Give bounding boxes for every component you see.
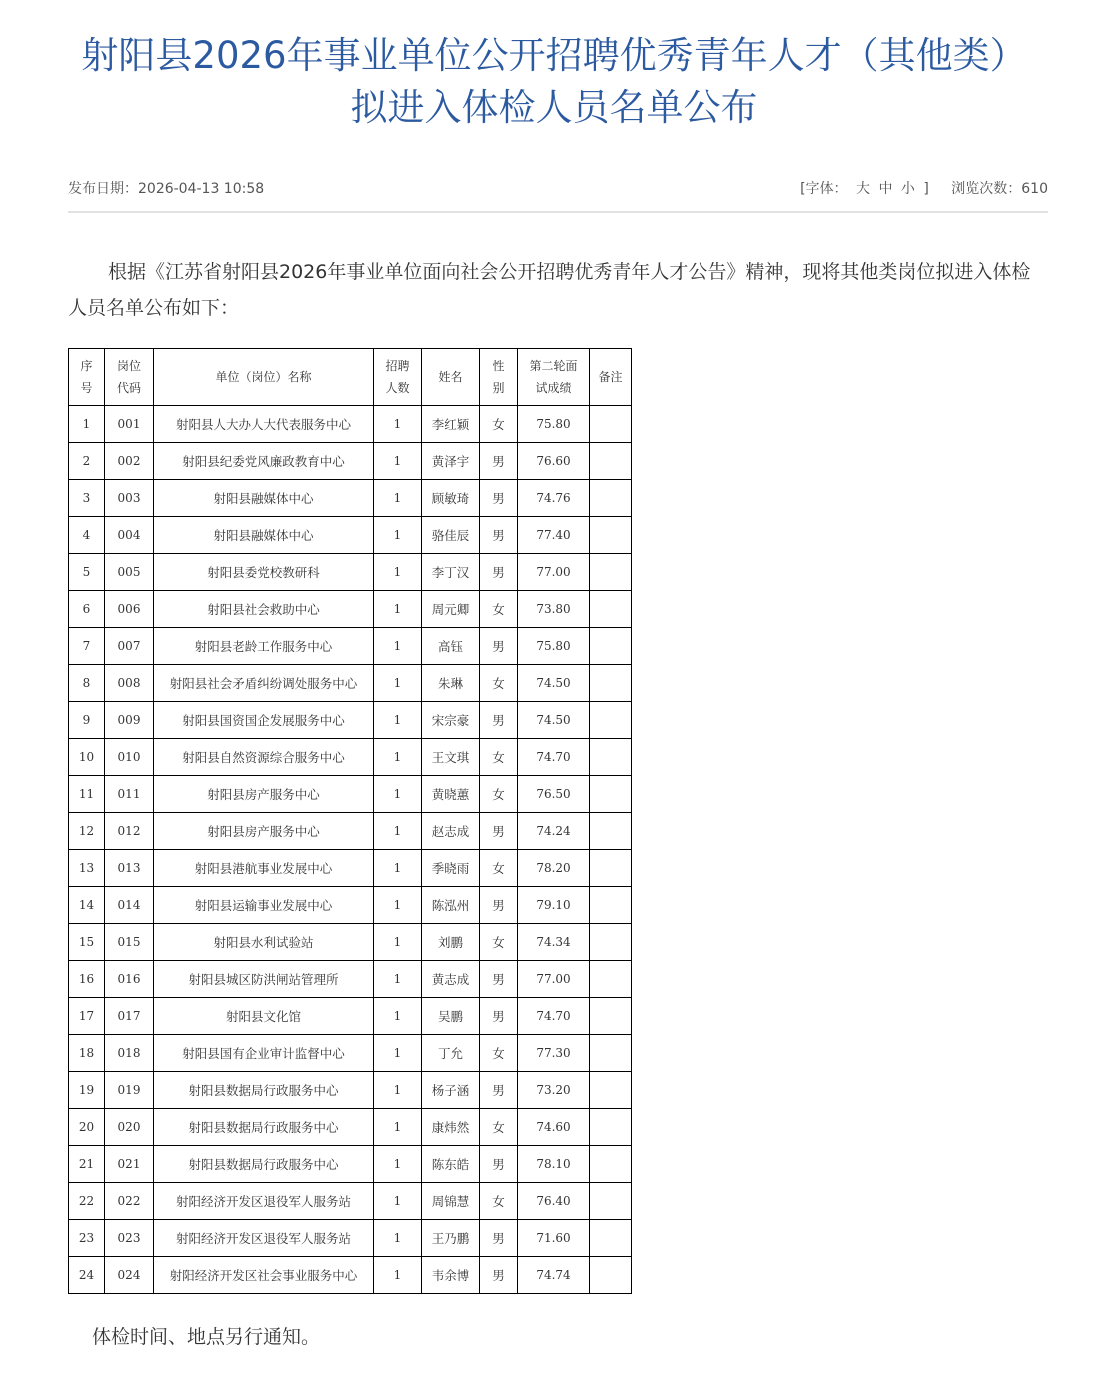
cell-note xyxy=(590,887,632,924)
cell-unit: 射阳县融媒体中心 xyxy=(154,517,374,554)
cell-unit: 射阳县国资国企发展服务中心 xyxy=(154,702,374,739)
cell-gender: 女 xyxy=(480,776,518,813)
header-score: 第二轮面 试成绩 xyxy=(518,349,590,406)
cell-gender: 男 xyxy=(480,887,518,924)
cell-count: 1 xyxy=(374,517,422,554)
cell-note xyxy=(590,1109,632,1146)
cell-seq: 9 xyxy=(69,702,105,739)
cell-code: 012 xyxy=(105,813,154,850)
cell-seq: 8 xyxy=(69,665,105,702)
table-body xyxy=(69,406,632,1294)
cell-name: 周元卿 xyxy=(422,591,480,628)
cell-name: 骆佳辰 xyxy=(422,517,480,554)
cell-unit: 射阳县房产服务中心 xyxy=(154,776,374,813)
cell-gender: 男 xyxy=(480,628,518,665)
cell-name: 黄晓蕙 xyxy=(422,776,480,813)
cell-unit: 射阳县文化馆 xyxy=(154,998,374,1035)
cell-name: 陈泓州 xyxy=(422,887,480,924)
cell-score: 78.20 xyxy=(518,850,590,887)
cell-unit: 射阳县数据局行政服务中心 xyxy=(154,1109,374,1146)
cell-code: 006 xyxy=(105,591,154,628)
cell-seq: 2 xyxy=(69,443,105,480)
cell-note xyxy=(590,406,632,443)
cell-seq: 20 xyxy=(69,1109,105,1146)
cell-code: 002 xyxy=(105,443,154,480)
cell-count: 1 xyxy=(374,628,422,665)
cell-note xyxy=(590,961,632,998)
cell-name: 赵志成 xyxy=(422,813,480,850)
cell-note xyxy=(590,665,632,702)
table-row xyxy=(69,480,632,517)
cell-note xyxy=(590,776,632,813)
cell-count: 1 xyxy=(374,665,422,702)
cell-seq: 19 xyxy=(69,1072,105,1109)
font-size-large-button[interactable]: 大 xyxy=(855,181,870,197)
cell-code: 010 xyxy=(105,739,154,776)
cell-note xyxy=(590,480,632,517)
views-count: 610 xyxy=(1021,181,1048,197)
cell-name: 李丁汉 xyxy=(422,554,480,591)
cell-seq: 5 xyxy=(69,554,105,591)
cell-seq: 3 xyxy=(69,480,105,517)
table-row xyxy=(69,1035,632,1072)
table-row xyxy=(69,443,632,480)
cell-code: 020 xyxy=(105,1109,154,1146)
font-size-medium-button[interactable]: 中 xyxy=(878,181,893,197)
cell-note xyxy=(590,1146,632,1183)
header-gender: 性 别 xyxy=(480,349,518,406)
header-note: 备注 xyxy=(590,349,632,406)
cell-count: 1 xyxy=(374,1183,422,1220)
cell-seq: 13 xyxy=(69,850,105,887)
cell-name: 朱琳 xyxy=(422,665,480,702)
cell-gender: 女 xyxy=(480,739,518,776)
cell-gender: 女 xyxy=(480,406,518,443)
cell-name: 刘鹏 xyxy=(422,924,480,961)
cell-score: 71.60 xyxy=(518,1220,590,1257)
cell-score: 78.10 xyxy=(518,1146,590,1183)
cell-seq: 21 xyxy=(69,1146,105,1183)
cell-note xyxy=(590,924,632,961)
cell-name: 王乃鹏 xyxy=(422,1220,480,1257)
cell-gender: 女 xyxy=(480,665,518,702)
font-size-switcher xyxy=(798,181,935,197)
table-row xyxy=(69,406,632,443)
cell-name: 黄志成 xyxy=(422,961,480,998)
cell-score: 77.40 xyxy=(518,517,590,554)
cell-unit: 射阳县融媒体中心 xyxy=(154,480,374,517)
cell-note xyxy=(590,1072,632,1109)
cell-count: 1 xyxy=(374,1072,422,1109)
cell-seq: 15 xyxy=(69,924,105,961)
table-row xyxy=(69,961,632,998)
header-name: 姓名 xyxy=(422,349,480,406)
cell-code: 013 xyxy=(105,850,154,887)
cell-unit: 射阳经济开发区退役军人服务站 xyxy=(154,1183,374,1220)
cell-seq: 6 xyxy=(69,591,105,628)
cell-code: 018 xyxy=(105,1035,154,1072)
cell-score: 77.00 xyxy=(518,961,590,998)
cell-unit: 射阳县房产服务中心 xyxy=(154,813,374,850)
intro-paragraph: 根据《江苏省射阳县2026年事业单位面向社会公开招聘优秀青年人才公告》精神，现将其他类岗位拟进入体检人员名单公布如下： xyxy=(68,261,1031,319)
article-meta xyxy=(68,178,1048,202)
cell-score: 74.24 xyxy=(518,813,590,850)
table-row xyxy=(69,1183,632,1220)
cell-unit: 射阳县老龄工作服务中心 xyxy=(154,628,374,665)
cell-gender: 男 xyxy=(480,443,518,480)
footer-note: 体检时间、地点另行通知。 xyxy=(92,1326,321,1348)
cell-count: 1 xyxy=(374,887,422,924)
cell-score: 74.50 xyxy=(518,665,590,702)
cell-seq: 18 xyxy=(69,1035,105,1072)
cell-seq: 12 xyxy=(69,813,105,850)
cell-gender: 女 xyxy=(480,591,518,628)
cell-count: 1 xyxy=(374,591,422,628)
cell-name: 韦余博 xyxy=(422,1257,480,1294)
header-unit: 单位（岗位）名称 xyxy=(154,349,374,406)
cell-unit: 射阳县运输事业发展中心 xyxy=(154,887,374,924)
cell-count: 1 xyxy=(374,850,422,887)
cell-score: 73.80 xyxy=(518,591,590,628)
cell-count: 1 xyxy=(374,1257,422,1294)
cell-code: 024 xyxy=(105,1257,154,1294)
font-size-close: ] xyxy=(923,181,929,197)
cell-name: 王文琪 xyxy=(422,739,480,776)
cell-score: 76.60 xyxy=(518,443,590,480)
cell-gender: 女 xyxy=(480,1183,518,1220)
publish-label: 发布日期： xyxy=(68,181,138,197)
cell-code: 001 xyxy=(105,406,154,443)
cell-score: 76.50 xyxy=(518,776,590,813)
cell-name: 季晓雨 xyxy=(422,850,480,887)
cell-gender: 男 xyxy=(480,1072,518,1109)
cell-name: 宋宗豪 xyxy=(422,702,480,739)
cell-code: 017 xyxy=(105,998,154,1035)
publish-info xyxy=(68,178,264,198)
cell-score: 79.10 xyxy=(518,887,590,924)
cell-score: 73.20 xyxy=(518,1072,590,1109)
cell-score: 74.70 xyxy=(518,739,590,776)
cell-count: 1 xyxy=(374,480,422,517)
cell-name: 康炜然 xyxy=(422,1109,480,1146)
table-row xyxy=(69,776,632,813)
cell-code: 015 xyxy=(105,924,154,961)
cell-unit: 射阳县水利试验站 xyxy=(154,924,374,961)
cell-unit: 射阳县委党校教研科 xyxy=(154,554,374,591)
cell-unit: 射阳县社会救助中心 xyxy=(154,591,374,628)
cell-seq: 22 xyxy=(69,1183,105,1220)
cell-code: 008 xyxy=(105,665,154,702)
cell-note xyxy=(590,517,632,554)
table-row xyxy=(69,702,632,739)
cell-score: 75.80 xyxy=(518,628,590,665)
table-row xyxy=(69,1109,632,1146)
cell-count: 1 xyxy=(374,739,422,776)
cell-note xyxy=(590,1257,632,1294)
cell-score: 74.34 xyxy=(518,924,590,961)
candidate-table xyxy=(68,348,632,1294)
cell-count: 1 xyxy=(374,1146,422,1183)
cell-unit: 射阳县自然资源综合服务中心 xyxy=(154,739,374,776)
cell-name: 吴鹏 xyxy=(422,998,480,1035)
cell-seq: 16 xyxy=(69,961,105,998)
cell-gender: 男 xyxy=(480,554,518,591)
cell-code: 016 xyxy=(105,961,154,998)
cell-gender: 男 xyxy=(480,1257,518,1294)
cell-note xyxy=(590,850,632,887)
table-row xyxy=(69,1257,632,1294)
cell-note xyxy=(590,591,632,628)
page-title-line-2: 拟进入体检人员名单公布 xyxy=(350,86,758,129)
cell-seq: 4 xyxy=(69,517,105,554)
cell-name: 陈东皓 xyxy=(422,1146,480,1183)
cell-gender: 女 xyxy=(480,1035,518,1072)
cell-code: 014 xyxy=(105,887,154,924)
cell-score: 75.80 xyxy=(518,406,590,443)
cell-note xyxy=(590,1220,632,1257)
table-row xyxy=(69,1220,632,1257)
cell-seq: 24 xyxy=(69,1257,105,1294)
cell-code: 022 xyxy=(105,1183,154,1220)
cell-seq: 7 xyxy=(69,628,105,665)
font-size-open: [字体： xyxy=(800,181,848,197)
table-row xyxy=(69,739,632,776)
cell-unit: 射阳县数据局行政服务中心 xyxy=(154,1072,374,1109)
table-row xyxy=(69,628,632,665)
cell-note xyxy=(590,1183,632,1220)
cell-gender: 男 xyxy=(480,813,518,850)
font-size-small-button[interactable]: 小 xyxy=(900,181,915,197)
header-code: 岗位 代码 xyxy=(105,349,154,406)
cell-code: 009 xyxy=(105,702,154,739)
cell-gender: 男 xyxy=(480,1146,518,1183)
cell-seq: 1 xyxy=(69,406,105,443)
cell-gender: 男 xyxy=(480,702,518,739)
header-count: 招聘 人数 xyxy=(374,349,422,406)
cell-name: 杨子涵 xyxy=(422,1072,480,1109)
cell-code: 004 xyxy=(105,517,154,554)
cell-code: 023 xyxy=(105,1220,154,1257)
cell-unit: 射阳县数据局行政服务中心 xyxy=(154,1146,374,1183)
cell-gender: 男 xyxy=(480,998,518,1035)
cell-count: 1 xyxy=(374,702,422,739)
table-row xyxy=(69,517,632,554)
cell-count: 1 xyxy=(374,998,422,1035)
cell-note xyxy=(590,813,632,850)
cell-gender: 男 xyxy=(480,480,518,517)
table-row xyxy=(69,554,632,591)
cell-seq: 17 xyxy=(69,998,105,1035)
cell-gender: 男 xyxy=(480,517,518,554)
cell-score: 74.70 xyxy=(518,998,590,1035)
cell-count: 1 xyxy=(374,961,422,998)
cell-note xyxy=(590,628,632,665)
cell-seq: 23 xyxy=(69,1220,105,1257)
cell-unit: 射阳经济开发区社会事业服务中心 xyxy=(154,1257,374,1294)
header-seq: 序 号 xyxy=(69,349,105,406)
cell-unit: 射阳县城区防洪闸站管理所 xyxy=(154,961,374,998)
cell-note xyxy=(590,443,632,480)
cell-count: 1 xyxy=(374,813,422,850)
cell-unit: 射阳经济开发区退役军人服务站 xyxy=(154,1220,374,1257)
cell-seq: 14 xyxy=(69,887,105,924)
cell-count: 1 xyxy=(374,443,422,480)
cell-name: 顾敏琦 xyxy=(422,480,480,517)
cell-score: 76.40 xyxy=(518,1183,590,1220)
table-row xyxy=(69,1146,632,1183)
table-row xyxy=(69,591,632,628)
cell-gender: 女 xyxy=(480,924,518,961)
cell-gender: 女 xyxy=(480,1109,518,1146)
cell-seq: 10 xyxy=(69,739,105,776)
cell-note xyxy=(590,702,632,739)
cell-unit: 射阳县社会矛盾纠纷调处服务中心 xyxy=(154,665,374,702)
cell-unit: 射阳县人大办人大代表服务中心 xyxy=(154,406,374,443)
table-row xyxy=(69,665,632,702)
cell-score: 74.74 xyxy=(518,1257,590,1294)
cell-score: 74.50 xyxy=(518,702,590,739)
cell-gender: 女 xyxy=(480,850,518,887)
table-row xyxy=(69,924,632,961)
page-title-line-1: 射阳县2026年事业单位公开招聘优秀青年人才（其他类） xyxy=(81,34,1027,77)
cell-unit: 射阳县纪委党风廉政教育中心 xyxy=(154,443,374,480)
cell-score: 74.76 xyxy=(518,480,590,517)
page-title xyxy=(0,30,1108,134)
cell-score: 77.00 xyxy=(518,554,590,591)
article-tools xyxy=(798,178,1048,198)
cell-name: 丁允 xyxy=(422,1035,480,1072)
cell-count: 1 xyxy=(374,1109,422,1146)
table-row xyxy=(69,850,632,887)
table-row xyxy=(69,813,632,850)
cell-score: 77.30 xyxy=(518,1035,590,1072)
cell-code: 003 xyxy=(105,480,154,517)
cell-note xyxy=(590,554,632,591)
publish-date: 2026-04-13 10:58 xyxy=(138,181,265,197)
cell-count: 1 xyxy=(374,554,422,591)
cell-gender: 男 xyxy=(480,1220,518,1257)
cell-unit: 射阳县国有企业审计监督中心 xyxy=(154,1035,374,1072)
cell-count: 1 xyxy=(374,406,422,443)
cell-code: 019 xyxy=(105,1072,154,1109)
cell-code: 011 xyxy=(105,776,154,813)
cell-name: 周锦慧 xyxy=(422,1183,480,1220)
views-label: 浏览次数： xyxy=(951,181,1022,197)
cell-count: 1 xyxy=(374,776,422,813)
cell-code: 005 xyxy=(105,554,154,591)
table-row xyxy=(69,887,632,924)
cell-count: 1 xyxy=(374,1035,422,1072)
table-row xyxy=(69,1072,632,1109)
cell-name: 高钰 xyxy=(422,628,480,665)
cell-seq: 11 xyxy=(69,776,105,813)
cell-gender: 男 xyxy=(480,961,518,998)
cell-name: 李红颖 xyxy=(422,406,480,443)
divider xyxy=(68,211,1048,213)
cell-note xyxy=(590,1035,632,1072)
cell-name: 黄泽宇 xyxy=(422,443,480,480)
cell-unit: 射阳县港航事业发展中心 xyxy=(154,850,374,887)
cell-count: 1 xyxy=(374,1220,422,1257)
cell-code: 007 xyxy=(105,628,154,665)
cell-note xyxy=(590,739,632,776)
cell-score: 74.60 xyxy=(518,1109,590,1146)
table-row xyxy=(69,998,632,1035)
cell-note xyxy=(590,998,632,1035)
table-header-row xyxy=(69,349,632,406)
cell-count: 1 xyxy=(374,924,422,961)
cell-code: 021 xyxy=(105,1146,154,1183)
